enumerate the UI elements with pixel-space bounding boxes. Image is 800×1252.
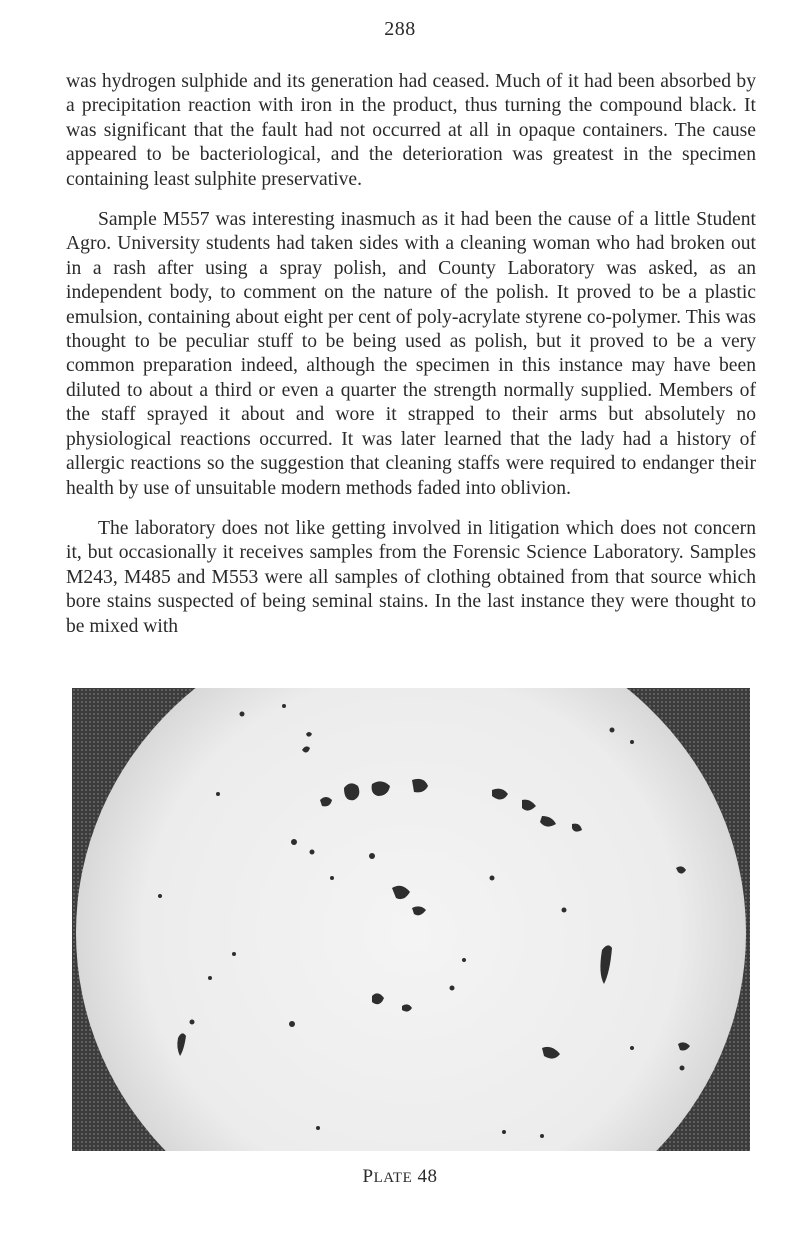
caption-label: LATE — [373, 1170, 413, 1186]
body-text — [66, 70, 756, 655]
plate-caption — [0, 1166, 800, 1188]
paragraph-1: was hydrogen sulphide and its generation had ceased. Much of it had been absorbed by a precipitation reaction with iron in the product, thus turning the compound black. It was significant that the fault had not occurred at all in opaque containers. The cause appeared to be bacteriological, and the deterioration was greatest in the specimen containing least sulphite preservative. — [66, 71, 756, 190]
microscope-field — [76, 688, 746, 1151]
paragraph-2: Sample M557 was interesting inasmuch as it had been the cause of a little Student Agro. University students had taken sides with a cleaning woman who had broken out in a rash after using a spray polish, and County Laboratory was asked, as an independent body, to comment on the nature of the polish. It proved to be a plastic emulsion, containing about eight per cent of poly-acrylate styrene co-polymer. This was thought to be peculiar stuff to be being used as polish, but it proved to be a very common preparation indeed, although the specimen in this instance may have been diluted to about a third or even a quarter the strength normally supplied. Members of the staff sprayed it about and wore it strapped to their arms but absolutely no physiological reactions occurred. It was later learned that the lady had a history of allergic reactions so the suggestion that cleaning staffs were required to endanger their health by use of unsuitable modern methods faded into oblivion. — [66, 209, 756, 499]
page-number: 288 — [384, 18, 416, 40]
caption-initial: P — [362, 1166, 374, 1187]
micrograph-image — [72, 688, 750, 1151]
micrograph-plate — [72, 688, 750, 1151]
paragraph-3: The laboratory does not like getting involved in litigation which does not concern it, but occasionally it receives samples from the Forensic Science Laboratory. Samples M243, M485 and M553 were all samples of clothing obtained from that source which bore stains suspected of being seminal stains. In the last instance they were thought to be mixed with — [66, 517, 756, 637]
caption-number: 48 — [417, 1166, 438, 1187]
